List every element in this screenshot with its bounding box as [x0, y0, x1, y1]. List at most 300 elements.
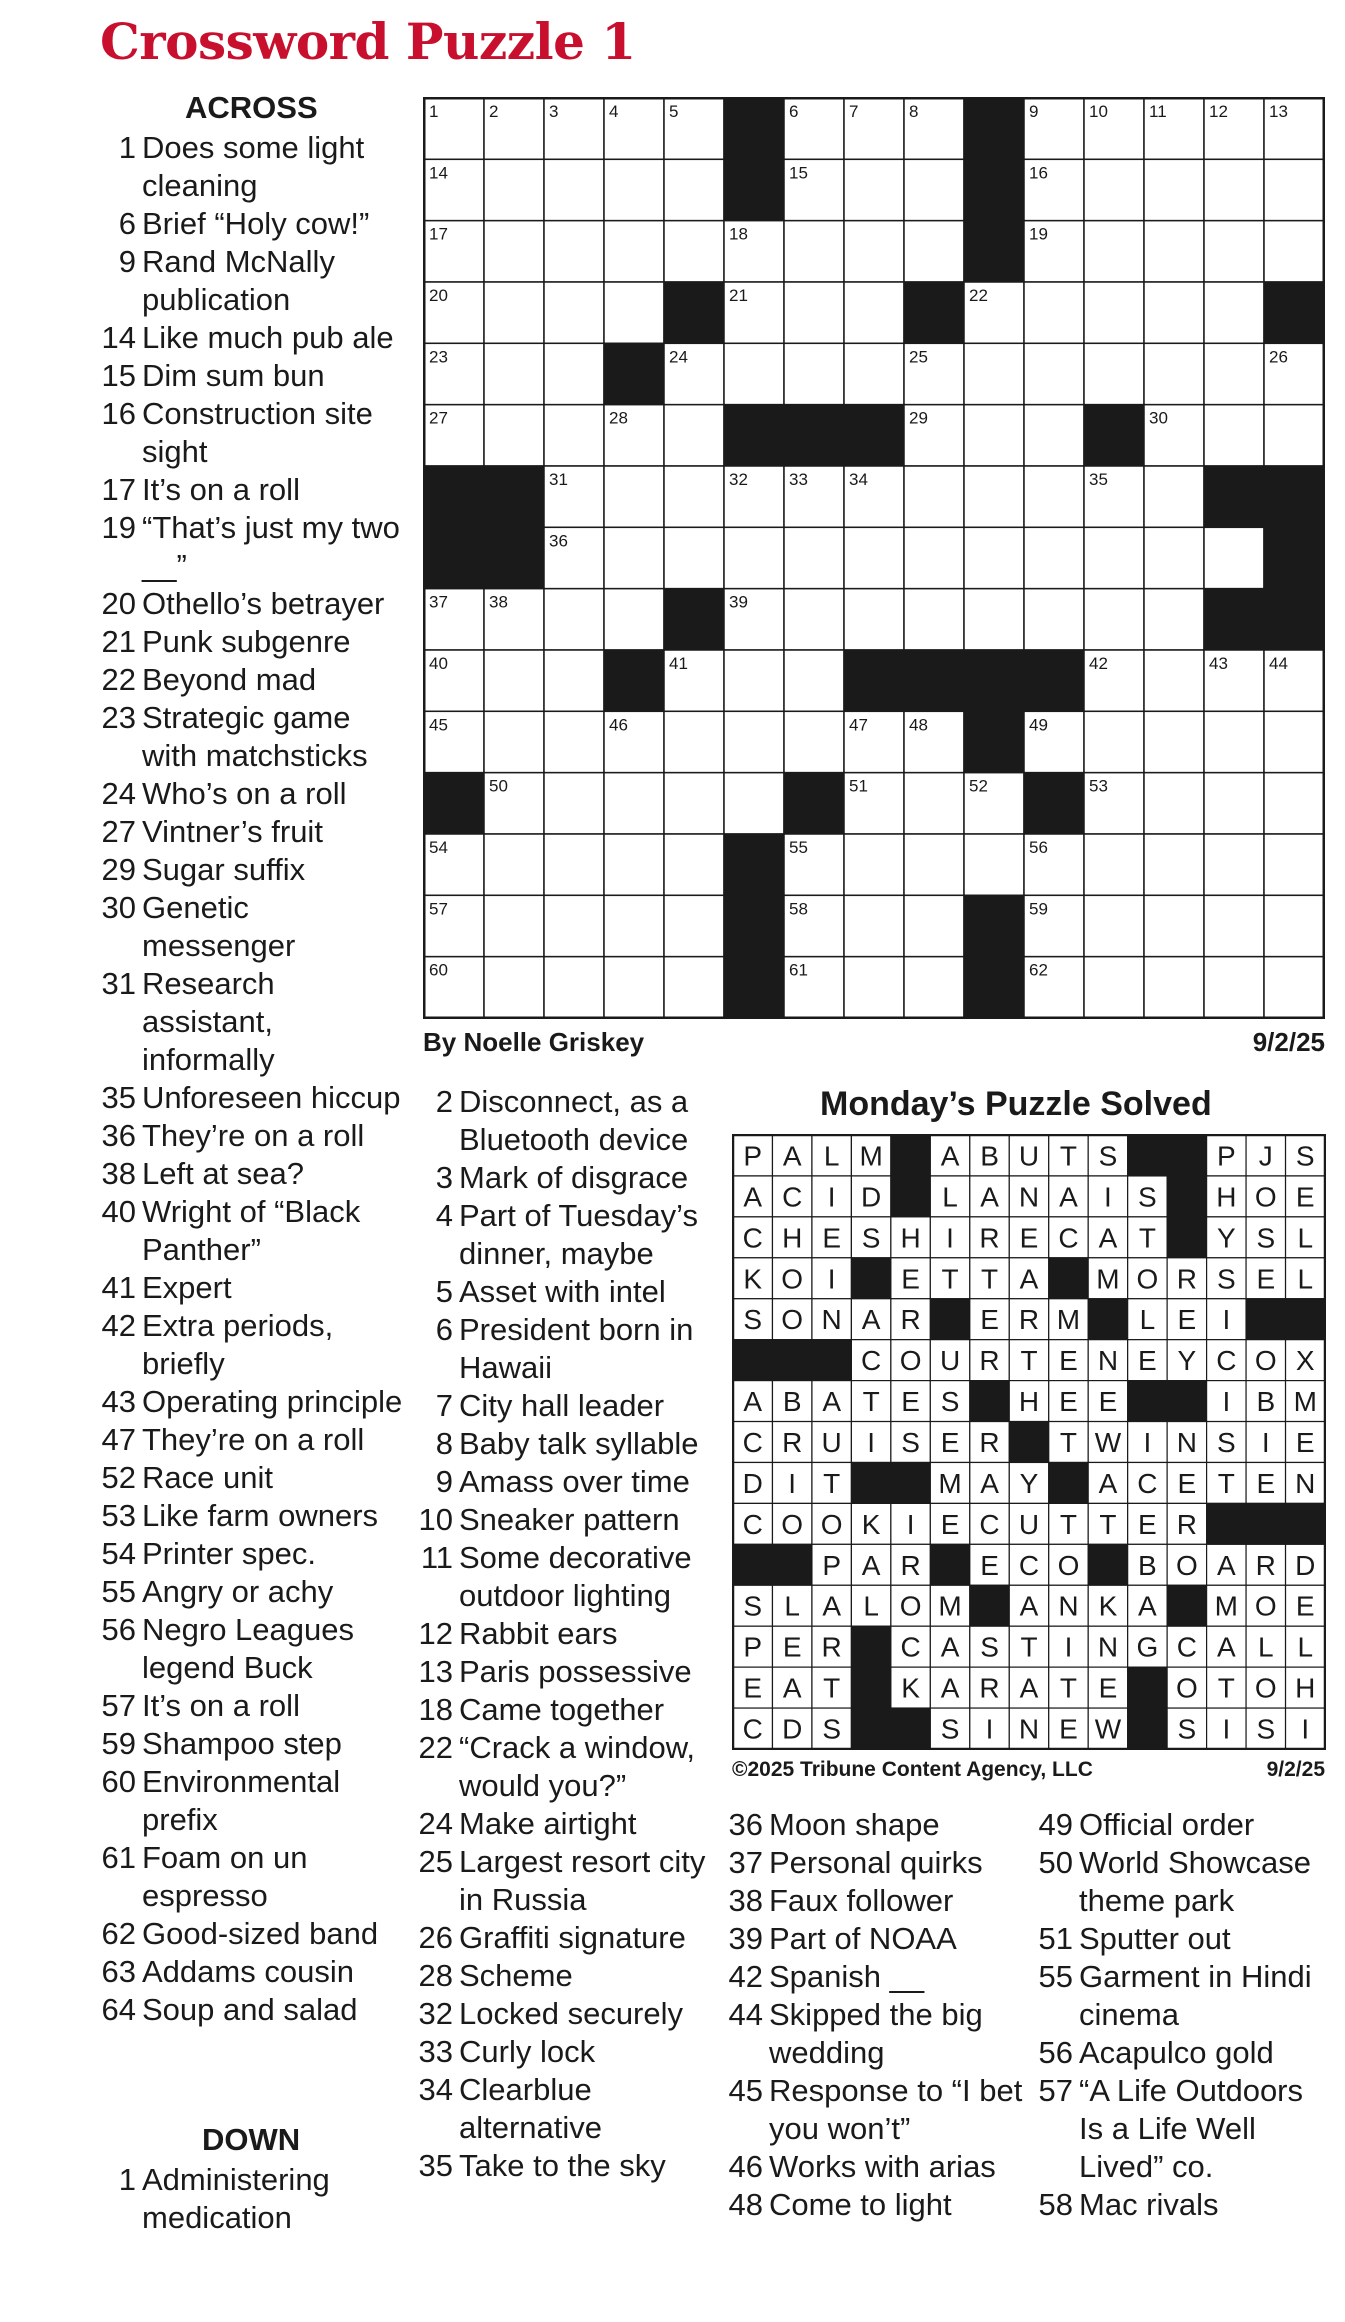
grid-cell[interactable] — [484, 711, 544, 772]
clue-number: 54 — [101, 1536, 136, 1571]
grid-cell[interactable] — [664, 159, 724, 220]
black-square — [904, 282, 964, 343]
grid-cell[interactable] — [1084, 834, 1144, 895]
clue-number: 50 — [1038, 1845, 1073, 1880]
clue-down-col2-18[interactable] — [415, 1691, 715, 1729]
clue-across-16[interactable] — [98, 395, 408, 471]
clue-text: Mac rivals — [1079, 2187, 1219, 2222]
grid-cell[interactable] — [1144, 282, 1204, 343]
clue-down-col2-3[interactable] — [415, 1159, 715, 1197]
grid-cell[interactable] — [724, 773, 784, 834]
grid-cell[interactable] — [844, 957, 904, 1018]
clue-number: 56 — [101, 1612, 136, 1647]
solved-letter: I — [1143, 1427, 1152, 1458]
clue-text: Who’s on a roll — [142, 776, 347, 811]
grid-cell[interactable] — [1144, 589, 1204, 650]
grid-cell[interactable] — [1084, 527, 1144, 588]
grid-cell[interactable] — [844, 282, 904, 343]
grid-cell[interactable] — [1264, 711, 1324, 772]
clue-number: 9 — [435, 1464, 453, 1499]
grid-cell[interactable] — [964, 466, 1024, 527]
grid-cell[interactable] — [1024, 282, 1084, 343]
solved-letter: E — [901, 1263, 920, 1295]
clue-number: 2 — [435, 1084, 453, 1119]
clue-down-col3-39[interactable] — [725, 1920, 1025, 1958]
clue-across-19[interactable] — [98, 509, 408, 585]
grid-cell[interactable] — [1024, 589, 1084, 650]
grid-cell[interactable] — [544, 159, 604, 220]
clue-across-24[interactable] — [98, 775, 408, 813]
cell-number: 55 — [789, 838, 808, 857]
grid-cell[interactable] — [844, 834, 904, 895]
solved-letter: S — [1256, 1713, 1276, 1745]
clue-across-40[interactable] — [98, 1193, 408, 1269]
grid-cell[interactable] — [1204, 895, 1264, 956]
grid-cell[interactable] — [784, 343, 844, 404]
grid-cell[interactable] — [724, 527, 784, 588]
grid-cell[interactable] — [904, 466, 964, 527]
cell-number: 22 — [969, 286, 988, 305]
solved-letter: T — [1020, 1345, 1038, 1377]
clue-down-col3-38[interactable] — [725, 1882, 1025, 1920]
cell-number: 31 — [549, 470, 568, 489]
grid-cell[interactable] — [1144, 711, 1204, 772]
grid-cell[interactable] — [1084, 282, 1144, 343]
grid-cell[interactable] — [904, 159, 964, 220]
clue-text: Some decorative outdoor lighting — [459, 1540, 692, 1613]
grid-cell[interactable] — [664, 466, 724, 527]
grid-cell[interactable] — [784, 221, 844, 282]
solved-letter: L — [863, 1590, 879, 1622]
clue-down-col2-4[interactable] — [415, 1197, 715, 1273]
clue-down-col2-34[interactable] — [415, 2071, 715, 2147]
grid-cell[interactable] — [1144, 221, 1204, 282]
solved-letter: R — [900, 1304, 921, 1336]
grid-cell[interactable] — [1144, 527, 1204, 588]
grid-cell[interactable] — [484, 957, 544, 1018]
cell-number: 54 — [429, 838, 448, 857]
grid-cell[interactable] — [1024, 343, 1084, 404]
solved-letter: U — [1018, 1140, 1040, 1172]
grid-cell[interactable] — [1204, 957, 1264, 1018]
solved-black-square — [1049, 1258, 1088, 1299]
grid-cell[interactable] — [1264, 159, 1324, 220]
clue-across-59[interactable] — [98, 1725, 408, 1763]
grid-cell[interactable] — [1264, 405, 1324, 466]
clue-down-col3-46[interactable] — [725, 2148, 1025, 2186]
clue-down-col4-49[interactable] — [1035, 1806, 1335, 1844]
clue-number: 35 — [418, 2148, 453, 2183]
grid-cell[interactable] — [1204, 527, 1264, 588]
grid-cell[interactable] — [484, 834, 544, 895]
clue-across-52[interactable] — [98, 1459, 408, 1497]
clue-across-1[interactable] — [98, 129, 408, 205]
clue-text: Soup and salad — [142, 1992, 358, 2027]
solved-black-square — [1167, 1381, 1206, 1422]
grid-cell[interactable] — [784, 650, 844, 711]
clue-down-col4-57[interactable] — [1035, 2072, 1335, 2186]
grid-cell[interactable] — [724, 650, 784, 711]
grid-cell[interactable] — [964, 527, 1024, 588]
grid-cell[interactable] — [664, 957, 724, 1018]
clue-text: Rabbit ears — [459, 1616, 618, 1651]
grid-cell[interactable] — [604, 773, 664, 834]
clue-down-col2-13[interactable] — [415, 1653, 715, 1691]
clue-text: Research assistant, informally — [142, 966, 275, 1077]
grid-cell[interactable] — [1264, 773, 1324, 834]
clue-down-col4-51[interactable] — [1035, 1920, 1335, 1958]
solved-letter: E — [1098, 1386, 1118, 1418]
clue-across-43[interactable] — [98, 1383, 408, 1421]
grid-cell[interactable] — [484, 405, 544, 466]
solved-letter: X — [1295, 1345, 1315, 1377]
grid-cell[interactable] — [544, 711, 604, 772]
grid-cell[interactable] — [484, 221, 544, 282]
grid-cell[interactable] — [604, 895, 664, 956]
grid-cell[interactable] — [604, 527, 664, 588]
grid-cell[interactable] — [544, 957, 604, 1018]
clue-text: It’s on a roll — [142, 472, 300, 507]
grid-cell[interactable] — [1264, 834, 1324, 895]
clue-down-col2-12[interactable] — [415, 1615, 715, 1653]
grid-cell[interactable] — [544, 405, 604, 466]
clue-across-63[interactable] — [98, 1953, 408, 1991]
grid-cell[interactable] — [1084, 711, 1144, 772]
solved-letter: T — [862, 1386, 880, 1418]
cell-number: 5 — [669, 102, 679, 121]
solved-black-square — [851, 1258, 890, 1299]
grid-cell[interactable] — [964, 405, 1024, 466]
solved-letter: Y — [1177, 1345, 1197, 1377]
clue-across-21[interactable] — [98, 623, 408, 661]
clue-across-60[interactable] — [98, 1763, 408, 1839]
grid-cell[interactable] — [1204, 159, 1264, 220]
clue-text: Came together — [459, 1692, 665, 1727]
grid-cell[interactable] — [544, 650, 604, 711]
grid-cell[interactable] — [844, 527, 904, 588]
clue-down-col2-7[interactable] — [415, 1387, 715, 1425]
grid-cell[interactable] — [664, 221, 724, 282]
clue-text: Part of NOAA — [769, 1921, 957, 1956]
clue-down-col4-50[interactable] — [1035, 1844, 1335, 1920]
grid-cell[interactable] — [484, 650, 544, 711]
solved-letter: I — [827, 1181, 836, 1213]
grid-cell[interactable] — [664, 773, 724, 834]
clue-across-55[interactable] — [98, 1573, 408, 1611]
clue-down-col3-36[interactable] — [725, 1806, 1025, 1844]
grid-cell[interactable] — [604, 589, 664, 650]
grid-cell[interactable] — [904, 221, 964, 282]
grid-cell[interactable] — [784, 527, 844, 588]
clue-across-35[interactable] — [98, 1079, 408, 1117]
clue-down-col2-6[interactable] — [415, 1311, 715, 1387]
clue-text: Response to “I bet you won’t” — [769, 2073, 1023, 2146]
grid-cell[interactable] — [1024, 466, 1084, 527]
clue-across-36[interactable] — [98, 1117, 408, 1155]
grid-cell[interactable] — [604, 466, 664, 527]
solved-letter: E — [980, 1549, 999, 1581]
grid-cell[interactable] — [1204, 221, 1264, 282]
grid-cell[interactable] — [604, 221, 664, 282]
grid-cell[interactable] — [964, 343, 1024, 404]
across-clue-list — [98, 129, 408, 2029]
grid-cell[interactable] — [844, 895, 904, 956]
clue-across-27[interactable] — [98, 813, 408, 851]
grid-cell[interactable] — [604, 159, 664, 220]
clue-across-62[interactable] — [98, 1915, 408, 1953]
grid-cell[interactable] — [784, 589, 844, 650]
black-square — [724, 405, 784, 466]
grid-cell[interactable] — [544, 895, 604, 956]
grid-cell[interactable] — [1144, 466, 1204, 527]
solved-letter: G — [1136, 1631, 1159, 1663]
clue-down-col4-58[interactable] — [1035, 2186, 1335, 2224]
grid-cell[interactable] — [784, 282, 844, 343]
cell-number: 53 — [1089, 776, 1108, 796]
clue-across-23[interactable] — [98, 699, 408, 775]
grid-cell[interactable] — [904, 895, 964, 956]
grid-cell[interactable] — [964, 589, 1024, 650]
grid-cell[interactable] — [544, 589, 604, 650]
grid-cell[interactable] — [1144, 834, 1204, 895]
black-square — [424, 466, 484, 527]
grid-cell[interactable] — [844, 589, 904, 650]
grid-cell[interactable] — [1264, 895, 1324, 956]
grid-cell[interactable] — [844, 159, 904, 220]
clue-down-col3-44[interactable] — [725, 1996, 1025, 2072]
grid-cell[interactable] — [1264, 221, 1324, 282]
grid-cell[interactable] — [1024, 405, 1084, 466]
clue-across-20[interactable] — [98, 585, 408, 623]
solved-letter: T — [1138, 1222, 1156, 1254]
clue-down-col2-26[interactable] — [415, 1919, 715, 1957]
clue-across-42[interactable] — [98, 1307, 408, 1383]
solved-letter: C — [742, 1713, 763, 1745]
grid-cell[interactable] — [1144, 343, 1204, 404]
solved-letter: J — [1258, 1140, 1273, 1172]
grid-cell[interactable] — [604, 282, 664, 343]
clue-across-38[interactable] — [98, 1155, 408, 1193]
cell-number: 17 — [429, 224, 448, 244]
grid-cell[interactable] — [484, 159, 544, 220]
grid-cell[interactable] — [1084, 957, 1144, 1018]
clue-across-57[interactable] — [98, 1687, 408, 1725]
clue-across-56[interactable] — [98, 1611, 408, 1687]
clue-down-col2-25[interactable] — [415, 1843, 715, 1919]
clue-text: Addams cousin — [142, 1954, 354, 1989]
clue-across-41[interactable] — [98, 1269, 408, 1307]
clue-down-col2-24[interactable] — [415, 1805, 715, 1843]
clue-number: 16 — [101, 396, 136, 431]
solved-letter: A — [782, 1672, 802, 1704]
cell-number: 57 — [429, 899, 448, 919]
solved-letter: I — [1222, 1304, 1231, 1336]
clue-across-47[interactable] — [98, 1421, 408, 1459]
solved-letter: C — [1018, 1549, 1040, 1581]
grid-cell[interactable] — [904, 527, 964, 588]
clue-down-col2-8[interactable] — [415, 1425, 715, 1463]
grid-cell[interactable] — [1204, 773, 1264, 834]
grid-cell[interactable] — [724, 343, 784, 404]
grid-cell[interactable] — [844, 221, 904, 282]
clue-number: 8 — [435, 1426, 453, 1461]
clue-down-col2-35[interactable] — [415, 2147, 715, 2185]
clue-down-col2-28[interactable] — [415, 1957, 715, 1995]
solved-letter: C — [1058, 1222, 1079, 1254]
grid-cell[interactable] — [484, 282, 544, 343]
grid-cell[interactable] — [904, 957, 964, 1018]
clue-across-15[interactable] — [98, 357, 408, 395]
grid-cell[interactable] — [1084, 159, 1144, 220]
clue-down-col2-11[interactable] — [415, 1539, 715, 1615]
solved-letter: T — [1059, 1140, 1078, 1172]
grid-cell[interactable] — [1084, 895, 1144, 956]
grid-cell[interactable] — [1024, 527, 1084, 588]
black-square — [664, 589, 724, 650]
solved-letter: I — [1261, 1427, 1270, 1458]
grid-cell[interactable] — [1204, 711, 1264, 772]
clue-down-col2-5[interactable] — [415, 1273, 715, 1311]
solved-letter: O — [1254, 1181, 1277, 1213]
grid-cell[interactable] — [1204, 834, 1264, 895]
solved-black-square — [733, 1340, 772, 1381]
clue-across-53[interactable] — [98, 1497, 408, 1535]
solved-letter: O — [1254, 1672, 1277, 1704]
clue-text: Make airtight — [459, 1806, 637, 1841]
clue-across-6[interactable] — [98, 205, 408, 243]
cell-number: 28 — [609, 408, 628, 428]
clue-across-31[interactable] — [98, 965, 408, 1079]
clue-across-54[interactable] — [98, 1535, 408, 1573]
clue-across-29[interactable] — [98, 851, 408, 889]
clue-down-col4-55[interactable] — [1035, 1958, 1335, 2034]
clue-number: 38 — [101, 1156, 136, 1191]
clue-down-col2-9[interactable] — [415, 1463, 715, 1501]
cell-number: 14 — [429, 163, 448, 183]
cell-number: 19 — [1029, 224, 1048, 244]
grid-cell[interactable] — [1084, 343, 1144, 404]
grid-cell[interactable] — [904, 589, 964, 650]
clue-text: Garment in Hindi cinema — [1079, 1959, 1312, 2032]
grid-cell[interactable] — [1084, 589, 1144, 650]
clue-across-9[interactable] — [98, 243, 408, 319]
clue-text: Moon shape — [769, 1807, 940, 1842]
solved-letter: S — [1216, 1263, 1236, 1295]
grid-cell[interactable] — [1204, 282, 1264, 343]
clue-text: Construction site sight — [142, 396, 373, 469]
solved-letter: I — [946, 1222, 954, 1254]
solved-letter: E — [1019, 1222, 1039, 1254]
solved-letter: S — [901, 1427, 920, 1458]
clue-down-col3-37[interactable] — [725, 1844, 1025, 1882]
solved-letter: S — [743, 1590, 763, 1622]
grid-cell[interactable] — [604, 957, 664, 1018]
clue-down-col2-33[interactable] — [415, 2033, 715, 2071]
solved-letter: A — [980, 1181, 999, 1213]
grid-cell[interactable] — [904, 773, 964, 834]
crossword-grid[interactable] — [423, 97, 1325, 1019]
clue-across-17[interactable] — [98, 471, 408, 509]
clue-down-col2-2[interactable] — [415, 1083, 715, 1159]
grid-cell[interactable] — [1204, 405, 1264, 466]
grid-cell[interactable] — [1264, 957, 1324, 1018]
solved-black-square — [891, 1176, 930, 1217]
solved-black-square — [772, 1340, 811, 1381]
grid-cell[interactable] — [784, 711, 844, 772]
grid-cell[interactable] — [664, 405, 724, 466]
solved-black-square — [1128, 1708, 1167, 1749]
clue-down-col3-45[interactable] — [725, 2072, 1025, 2148]
solved-letter: E — [1138, 1508, 1157, 1540]
grid-cell[interactable] — [484, 343, 544, 404]
grid-cell[interactable] — [964, 834, 1024, 895]
grid-cell[interactable] — [664, 895, 724, 956]
clue-across-30[interactable] — [98, 889, 408, 965]
solved-letter: D — [782, 1713, 803, 1745]
grid-cell[interactable] — [904, 834, 964, 895]
black-square — [484, 466, 544, 527]
grid-cell[interactable] — [604, 834, 664, 895]
grid-cell[interactable] — [844, 343, 904, 404]
clue-down-col1-1[interactable] — [98, 2161, 408, 2237]
solved-letter: E — [1256, 1467, 1276, 1499]
clue-down-col3-42[interactable] — [725, 1958, 1025, 1996]
solved-letter: H — [782, 1222, 803, 1254]
solved-letter: E — [940, 1508, 960, 1540]
grid-cell[interactable] — [664, 834, 724, 895]
solved-letter: S — [940, 1713, 960, 1745]
grid-cell[interactable] — [1144, 895, 1204, 956]
grid-cell[interactable] — [664, 711, 724, 772]
grid-cell[interactable] — [1204, 343, 1264, 404]
grid-cell[interactable] — [724, 711, 784, 772]
grid-cell[interactable] — [664, 527, 724, 588]
grid-cell[interactable] — [544, 773, 604, 834]
clue-number: 23 — [101, 700, 136, 735]
grid-cell[interactable] — [1144, 159, 1204, 220]
down-clue-list-1 — [98, 2161, 408, 2237]
clue-text: Angry or achy — [142, 1574, 334, 1609]
grid-cell[interactable] — [544, 282, 604, 343]
grid-cell[interactable] — [1144, 650, 1204, 711]
grid-cell[interactable] — [484, 895, 544, 956]
grid-cell[interactable] — [1144, 957, 1204, 1018]
clue-across-22[interactable] — [98, 661, 408, 699]
grid-cell[interactable] — [544, 343, 604, 404]
clue-down-col2-10[interactable] — [415, 1501, 715, 1539]
clue-text: World Showcase theme park — [1079, 1845, 1312, 1918]
clue-across-61[interactable] — [98, 1839, 408, 1915]
grid-cell[interactable] — [1084, 221, 1144, 282]
clue-down-col2-22[interactable] — [415, 1729, 715, 1805]
clue-across-14[interactable] — [98, 319, 408, 357]
solved-black-square — [772, 1544, 811, 1585]
clue-down-col4-56[interactable] — [1035, 2034, 1335, 2072]
clue-number: 38 — [728, 1883, 763, 1918]
solved-letter: M — [938, 1590, 962, 1622]
clue-text: President born in Hawaii — [459, 1312, 694, 1385]
grid-cell[interactable] — [544, 221, 604, 282]
clue-down-col3-48[interactable] — [725, 2186, 1025, 2224]
cell-number: 52 — [969, 776, 988, 796]
solved-letter: N — [1018, 1713, 1040, 1745]
grid-cell[interactable] — [1144, 773, 1204, 834]
clue-down-col2-32[interactable] — [415, 1995, 715, 2033]
clue-text: Like farm owners — [142, 1498, 379, 1533]
clue-text: Dim sum bun — [142, 358, 325, 393]
grid-cell[interactable] — [544, 834, 604, 895]
clue-across-64[interactable] — [98, 1991, 408, 2029]
